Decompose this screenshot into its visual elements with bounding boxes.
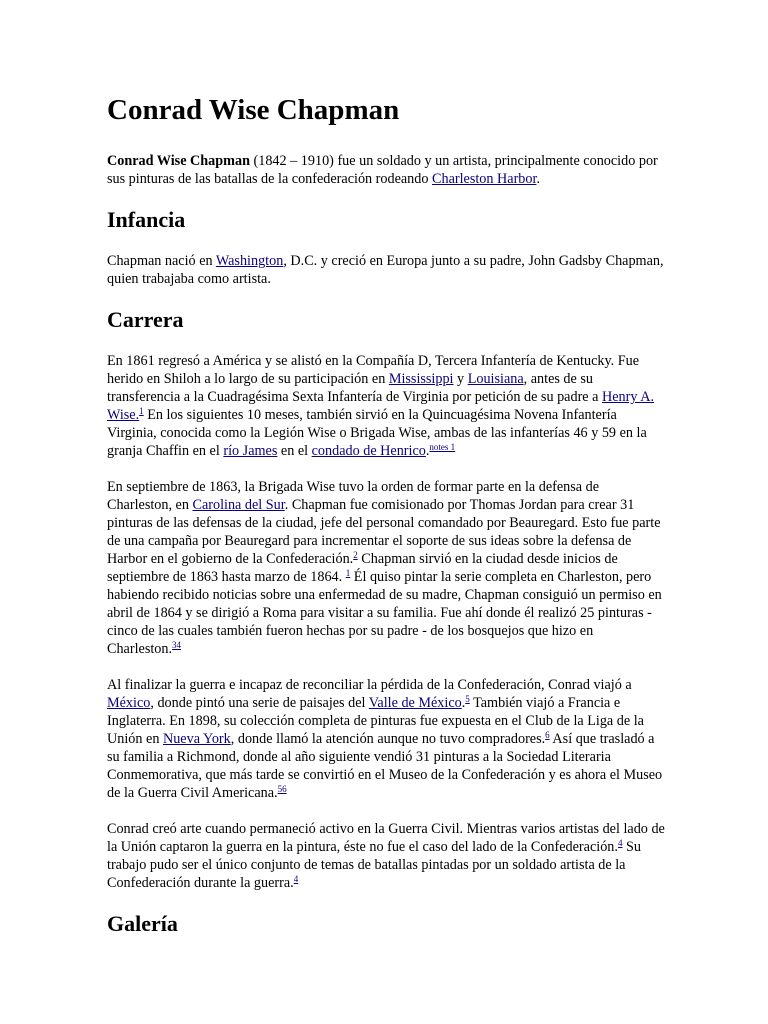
- footnote-2[interactable]: 2: [353, 550, 358, 560]
- carrera-paragraph-3: [107, 676, 667, 802]
- link-condado-henrico[interactable]: condado de Henrico: [311, 443, 426, 459]
- carrera-p1-text-2: y: [453, 371, 468, 387]
- carrera-p2-text: En septiembre de 1863, la Brigada Wise tuvo la orden de formar parte en la defensa de Charleston, en: [107, 479, 599, 513]
- link-valle-de-mexico[interactable]: Valle de México: [368, 695, 462, 711]
- carrera-p1-text: En 1861 regresó a América y se alistó en la Compañía D, Tercera Infantería de Kentucky. Fue herido en Shiloh a lo largo de su participación en: [107, 353, 640, 387]
- carrera-p4-text: Conrad creó arte cuando permaneció activo en la Guerra Civil. Mientras varios artistas del lado de la Unión captaron la guerra en la pintura, éste no fue el caso del lado de la Confederación.: [107, 821, 665, 855]
- footnote-56[interactable]: 56: [277, 784, 287, 794]
- carrera-p2-text-2: . Chapman fue comisionado por Thomas Jordan para crear 31 pinturas de las defensas de la ciudad, jefe del personal comandado por Beauregard. Esto fue parte de una campaña por Beauregard para incrementar el soporte de sus ideas sobre la defensa de Harbor en el gobierno de la Confederación.: [107, 497, 661, 567]
- carrera-paragraph-4: [107, 820, 667, 892]
- carrera-p1-text-6: .: [425, 443, 430, 459]
- intro-dates: (1842 – 1910): [253, 153, 334, 169]
- carrera-p3-text: Al finalizar la guerra e incapaz de reconciliar la pérdida de la Confederación, Conrad viajó a: [107, 677, 632, 693]
- carrera-p3-text-5: , donde llamó la atención aunque no tuvo compradores.: [230, 731, 546, 747]
- link-louisiana[interactable]: Louisiana: [467, 371, 524, 387]
- carrera-paragraph-1: [107, 352, 667, 460]
- carrera-p2-text-4: Él quiso pintar la serie completa en Charleston, pero habiendo recibido noticias sobre una enfermedad de su madre, Chapman consiguió un permiso en abril de 1864 y se dirigió a Roma para visitar a su familia. Fue ahí donde él realizó 25 pinturas - cinco de las cuales también fueron hechas por su padre - de los bosquejos que hizo en Charleston.: [107, 569, 662, 657]
- link-mississippi[interactable]: Mississippi: [388, 371, 454, 387]
- link-rio-james[interactable]: río James: [223, 443, 278, 459]
- carrera-p3-text-6: Así que trasladó a su familia a Richmond, donde al año siguiente vendió 31 pinturas a la Sociedad Literaria Conmemorativa, que más tarde se convirtió en el Museo de la Confederación y es ahora el Museo de la Guerra Civil Americana.: [107, 731, 663, 801]
- heading-galeria: Galería: [107, 911, 178, 936]
- footnote-4a[interactable]: 4: [617, 838, 623, 848]
- heading-infancia: Infancia: [107, 207, 186, 232]
- intro-text-end: .: [536, 171, 540, 187]
- intro-paragraph: [107, 152, 667, 188]
- heading-carrera: Carrera: [107, 307, 184, 332]
- page-title: Conrad Wise Chapman: [107, 94, 400, 126]
- footnote-1[interactable]: 1: [139, 406, 144, 416]
- link-washington[interactable]: Washington: [215, 253, 284, 269]
- infancia-paragraph: [107, 252, 667, 288]
- carrera-p1-text-4: En los siguientes 10 meses, también sirvió en la Quincuagésima Novena Infantería Virginia, conocida como la Legión Wise o Brigada Wise, ambas de las infanterías 46 y 59 en la granja Chaffin en el: [107, 407, 647, 459]
- carrera-p1-text-5: en el: [277, 443, 312, 459]
- link-henry-wise[interactable]: Henry A. Wise.: [107, 389, 654, 423]
- footnote-notes-1[interactable]: notes 1: [429, 442, 456, 452]
- footnote-5[interactable]: 5: [465, 694, 470, 704]
- link-mexico[interactable]: México: [107, 695, 151, 711]
- article: [107, 92, 667, 956]
- link-carolina-del-sur[interactable]: Carolina del Sur: [192, 497, 285, 513]
- carrera-p3-text-2: , donde pintó una serie de paisajes del: [150, 695, 369, 711]
- footnote-1b[interactable]: 1: [345, 568, 351, 578]
- footnote-6[interactable]: 6: [545, 730, 550, 740]
- intro-bold-name: Conrad Wise Chapman: [107, 153, 250, 169]
- infancia-text-2: , D.C. y creció en Europa junto a su padre, John Gadsby Chapman, quien trabajaba como artista.: [107, 253, 664, 287]
- link-nueva-york[interactable]: Nueva York: [162, 731, 231, 747]
- infancia-text: Chapman nació en: [107, 253, 216, 269]
- footnote-34[interactable]: 34: [172, 640, 182, 650]
- carrera-p3-text-3: .: [461, 695, 466, 711]
- carrera-p1-text-3: , antes de su transferencia a la Cuadragésima Sexta Infantería de Virginia por petición de su padre a: [107, 371, 602, 405]
- carrera-paragraph-2: [107, 478, 667, 658]
- carrera-p3-text-4: También viajó a Francia e Inglaterra. En 1898, su colección completa de pinturas fue expuesta en el Club de la Liga de la Unión en: [107, 695, 644, 747]
- footnote-4b[interactable]: 4: [293, 874, 299, 884]
- carrera-p2-text-3: Chapman sirvió en la ciudad desde inicios de septiembre de 1863 hasta marzo de 1864.: [107, 551, 618, 585]
- intro-text: fue un soldado y un artista, principalmente conocido por sus pinturas de las batallas de la confederación rodeando: [107, 153, 658, 187]
- carrera-p4-text-2: Su trabajo pudo ser el único conjunto de temas de batallas pintadas por un soldado artista de la Confederación durante la guerra.: [107, 839, 641, 891]
- link-charleston-harbor[interactable]: Charleston Harbor: [432, 171, 537, 187]
